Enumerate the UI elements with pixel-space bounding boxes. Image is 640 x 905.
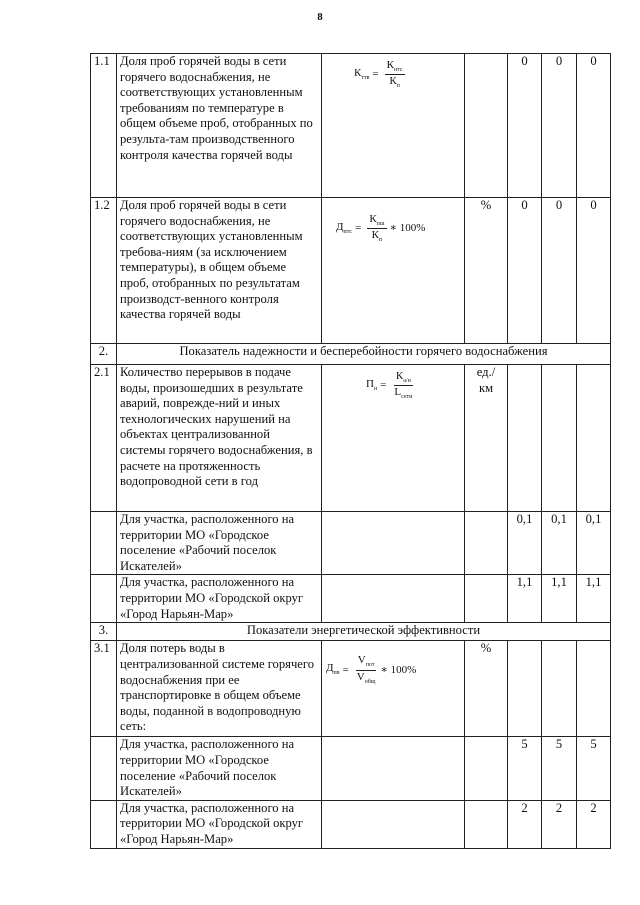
- value-cell: 0,1: [508, 512, 542, 575]
- table-row: [91, 365, 611, 512]
- section-number: 2.: [91, 344, 117, 365]
- section-number: 3.: [91, 623, 117, 641]
- unit-cell: %: [465, 641, 508, 737]
- page-number: 8: [317, 11, 323, 23]
- value-cell: 0,1: [542, 512, 577, 575]
- section-title: Показатель надежности и бесперебойности горячего водоснабжения: [117, 344, 611, 365]
- indicator-text: Для участка, расположенного на территории МО «Городское поселение «Рабочий поселок Искателей»: [117, 512, 322, 575]
- value-cell: 2: [542, 800, 577, 848]
- unit-cell: [465, 575, 508, 623]
- formula-cell: [322, 512, 465, 575]
- row-number: 1.1: [91, 54, 117, 198]
- table-row: [91, 737, 611, 800]
- section-row: [91, 344, 611, 365]
- table-row: [91, 54, 611, 198]
- formula: $Д_{птс}$ = $\frac{К_{пш}}{К_п}$ ∗ 100%: [336, 213, 426, 244]
- formula-cell: [322, 737, 465, 800]
- indicator-text: Доля проб горячей воды в сети горячего водоснабжения, не соответствующих установленным требова-ниям (за исключением температуры), в общем объеме проб, отобранных по результатам производст-венного контроля качества горячей воды: [117, 198, 322, 344]
- value-cell: 0: [542, 54, 577, 198]
- indicator-text: Для участка, расположенного на территории МО «Городское поселение «Рабочий поселок Искателей»: [117, 737, 322, 800]
- section-row: [91, 623, 611, 641]
- indicator-text: Доля потерь воды в централизованной системе горячего водоснабжения при ее транспортировке в общем объеме воды, поданной в водопроводную сеть:: [117, 641, 322, 737]
- unit-cell: [465, 512, 508, 575]
- value-cell: 5: [508, 737, 542, 800]
- value-cell: 1,1: [508, 575, 542, 623]
- value-cell: 1,1: [542, 575, 577, 623]
- value-cell: [542, 365, 577, 512]
- value-cell: [508, 365, 542, 512]
- formula-cell: [322, 198, 465, 344]
- formula-cell: [322, 365, 465, 512]
- formula: $К_{ттв}$ = $\frac{К_{нтс}}{К_п}$: [354, 59, 403, 90]
- table-row: [91, 641, 611, 737]
- row-number: [91, 575, 117, 623]
- value-cell: 5: [542, 737, 577, 800]
- formula-cell: [322, 54, 465, 198]
- value-cell: [577, 641, 611, 737]
- value-cell: 0: [542, 198, 577, 344]
- table-row: [91, 198, 611, 344]
- indicator-text: Доля проб горячей воды в сети горячего водоснабжения, не соответствующих установленным требованиям по температуре в общем объеме проб, отобранных по результа-там производственного контроля качества горячей воды: [117, 54, 322, 198]
- indicator-text: Количество перерывов в подаче воды, произошедших в результате аварий, поврежде-ний и иных технологических нарушений на объектах централизованной системы горячего водоснабжения, в расчете на протяженность водопроводной сети в год: [117, 365, 322, 512]
- value-cell: 2: [508, 800, 542, 848]
- value-cell: 0: [577, 54, 611, 198]
- value-cell: 5: [577, 737, 611, 800]
- row-number: 3.1: [91, 641, 117, 737]
- table-row: [91, 575, 611, 623]
- formula-cell: [322, 575, 465, 623]
- value-cell: 0,1: [577, 512, 611, 575]
- indicator-text: Для участка, расположенного на территории МО «Городской округ «Город Нарьян-Мар»: [117, 800, 322, 848]
- value-cell: [508, 641, 542, 737]
- section-title: Показатели энергетической эффективности: [117, 623, 611, 641]
- value-cell: [577, 365, 611, 512]
- unit-cell: [465, 54, 508, 198]
- value-cell: 0: [508, 198, 542, 344]
- unit-cell: %: [465, 198, 508, 344]
- row-number: [91, 737, 117, 800]
- value-cell: 2: [577, 800, 611, 848]
- row-number: [91, 512, 117, 575]
- table-row: [91, 800, 611, 848]
- table-row: [91, 512, 611, 575]
- formula: $П_н$ = $\frac{К_{а/н}}{L_{сети}}$: [366, 370, 413, 401]
- row-number: [91, 800, 117, 848]
- value-cell: 1,1: [577, 575, 611, 623]
- unit-cell: ед./км: [465, 365, 508, 512]
- row-number: 2.1: [91, 365, 117, 512]
- row-number: 1.2: [91, 198, 117, 344]
- value-cell: 0: [577, 198, 611, 344]
- indicator-text: Для участка, расположенного на территории МО «Городской округ «Город Нарьян-Мар»: [117, 575, 322, 623]
- value-cell: [542, 641, 577, 737]
- indicators-table: [90, 53, 611, 849]
- formula-cell: [322, 641, 465, 737]
- formula-cell: [322, 800, 465, 848]
- formula: $Д_{пв}$ = $\frac{V_{пот}}{V_{общ}}$ ∗ 100%: [326, 654, 417, 685]
- unit-cell: [465, 737, 508, 800]
- value-cell: 0: [508, 54, 542, 198]
- unit-cell: [465, 800, 508, 848]
